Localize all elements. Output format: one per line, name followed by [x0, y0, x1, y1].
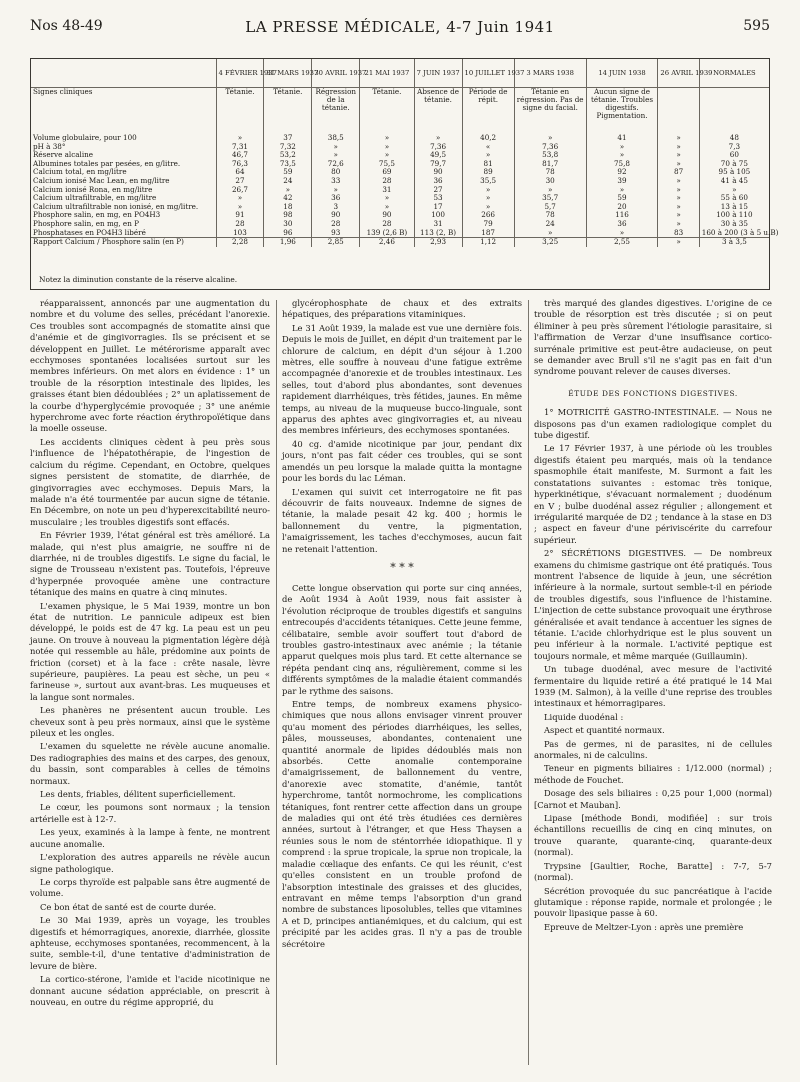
- paragraph: Trypsine [Gaultier, Roche, Baratte] : 7-7, 5-7 (normal).: [534, 860, 772, 883]
- table-cell: »: [658, 160, 699, 169]
- table-cell: »: [414, 134, 462, 143]
- table-cell: 28: [216, 220, 264, 229]
- lab-results-table-box: [30, 58, 779, 290]
- table-cell: 53,2: [264, 151, 312, 160]
- table-cell: 1,96: [264, 238, 312, 247]
- table-cell: 36: [414, 177, 462, 186]
- table-cell: 2,93: [414, 238, 462, 247]
- table-cell: 55 à 60: [699, 194, 769, 203]
- table-cell: Tétanie.: [360, 88, 414, 135]
- table-cell: 73,5: [264, 160, 312, 169]
- table-cell: »: [360, 134, 414, 143]
- table-column-header: 7 JUIN 1937: [414, 59, 462, 88]
- table-cell: 5,7: [514, 203, 586, 212]
- table-row: [31, 160, 769, 169]
- table-cell: »: [360, 151, 414, 160]
- table-cell: 36: [586, 220, 658, 229]
- paragraph: très marqué des glandes digestives. L'origine de ce trouble de résorption est très discutée ; si on peut éliminer à peu près sûrement l'étiologie parasitaire, si l'affirmation de Verzar d'une insuffisance cortico-surrénale primitive est peut-être audacieuse, on peut se demander avec Brull s'il ne s'agit pas en fait d'un syndrome pouvant relever de causes diverses.: [534, 298, 772, 377]
- table-cell: Tétanie en régression. Pas de signe du facial.: [514, 88, 586, 135]
- table-cell: 81: [462, 160, 514, 169]
- table-cell: 70 à 75: [699, 160, 769, 169]
- table-cell: 2,85: [312, 238, 360, 247]
- table-cell: »: [586, 151, 658, 160]
- table-cell: [699, 88, 769, 135]
- table-cell: 113 (2, B): [414, 229, 462, 238]
- table-cell: Calcium total, en mg/litre: [33, 167, 127, 177]
- table-cell: 87: [658, 168, 699, 177]
- table-column-header: 14 JUIN 1938: [586, 59, 658, 88]
- table-cell: 24: [264, 177, 312, 186]
- table-cell: 1,12: [462, 238, 514, 247]
- table-cell: 46,7: [216, 151, 264, 160]
- table-column-header: 21 MAI 1937: [360, 59, 414, 88]
- table-cell: 33: [312, 177, 360, 186]
- column-rule: [528, 300, 529, 1065]
- paragraph: Liquide duodénal :: [544, 711, 624, 722]
- paragraph: Un tubage duodénal, avec mesure de l'activité fermentaire du liquide retiré a été pratiqué le 14 Mai 1939 (M. Salmon), à la veille d'une reprise des troubles intestinaux et hémorragipares.: [534, 664, 772, 709]
- table-cell: »: [514, 186, 586, 195]
- table-cell: 27: [216, 177, 264, 186]
- table-column-header: 31 MARS 1937: [264, 59, 312, 88]
- table-cell: »: [514, 229, 586, 238]
- table-cell: 48: [699, 134, 769, 143]
- table-cell: 95 à 105: [699, 168, 769, 177]
- table-column-header: NORMALES: [699, 59, 769, 88]
- table-cell: 31: [360, 186, 414, 195]
- table-cell: 27: [414, 186, 462, 195]
- text-column-3: [534, 298, 772, 1068]
- table-cell: »: [462, 203, 514, 212]
- table-cell: 3: [312, 203, 360, 212]
- table-cell: 36: [312, 194, 360, 203]
- paragraph: Aspect et quantité normaux.: [544, 725, 665, 736]
- table-cell: »: [658, 151, 699, 160]
- table-cell: Absence de tétanie.: [414, 88, 462, 135]
- paragraph: 40 cg. d'amide nicotinique par jour, pendant dix jours, n'ont pas fait céder ces troubles, qui se sont amendés un peu lorsque la malade quitta la montagne pour les bords du lac Léman.: [282, 438, 522, 484]
- table-cell: Régression de la tétanie.: [312, 88, 360, 135]
- table-cell: [658, 88, 699, 135]
- paragraph: Le 31 Août 1939, la malade est vue une dernière fois. Depuis le mois de Juillet, en dépit d'un traitement par le chlorure de calcium, en dépit d'un séjour à 1.200 mètres, elle souffre à nouveau d'une fatigue extrême accompagnée d'anorexie et de troubles intestinaux. Les selles, tout d'abord plus abondantes, sont devenues rapidement diarrhéiques, très fétides, jaunes. En même temps, au niveau de la muqueuse bucco-linguale, sont apparus des aphtes avec gingivorragies et, au niveau des membres inférieurs, des ecchymoses spontanées.: [282, 322, 522, 436]
- table-note: Notez la diminution constante de la réserve alcaline.: [39, 275, 238, 284]
- table-cell: »: [658, 134, 699, 143]
- table-cell: 75,8: [586, 160, 658, 169]
- table-cell: Phosphore salin, en mg, en P: [33, 218, 139, 228]
- issue-number: Nos 48-49: [30, 18, 103, 34]
- table-cell: 83: [658, 229, 699, 238]
- table-cell: 90: [312, 211, 360, 220]
- table-cell: Signes cliniques: [33, 87, 93, 96]
- table-column-header: 30 AVRIL 1937: [312, 59, 360, 88]
- paragraph: Cette longue observation qui porte sur cinq années, de Août 1934 à Août 1939, nous fait assister à l'évolution réciproque de troubles digestifs et sanguins entrecoupés d'accidents tétaniques. Cette jeune femme, célibataire, semble avoir souffert tout d'abord de troubles gastro-intestinaux avec anémie ; la tétanie apparut quelques mois plus tard. Et cette alternance se répéta pendant cinq ans, régulièrement, comme si les différents symptômes de la maladie étaient commandés par le rythme des saisons.: [282, 582, 522, 696]
- table-cell: 42: [264, 194, 312, 203]
- paragraph: L'examen du squelette ne révèle aucune anomalie. Des radiographies des mains et des carpes, des genoux, du bassin, sont comparables à celles de témoins normaux.: [30, 741, 270, 786]
- table-cell: 13 à 15: [699, 203, 769, 212]
- table-cell: 7,32: [264, 143, 312, 152]
- table-cell: »: [658, 220, 699, 229]
- table-cell: »: [658, 211, 699, 220]
- table-cell: 30: [264, 220, 312, 229]
- table-cell: »: [658, 194, 699, 203]
- table-cell: 53,8: [514, 151, 586, 160]
- table-cell: 187: [462, 229, 514, 238]
- paragraph: Ce bon état de santé est de courte durée.: [40, 901, 217, 912]
- table-column-header: 10 JUILLET 1937: [462, 59, 514, 88]
- table-cell: 2,55: [586, 238, 658, 247]
- table-cell: 28: [360, 220, 414, 229]
- table-cell: 35,5: [462, 177, 514, 186]
- table-column-header: 4 FÉVRIER 1937: [216, 59, 264, 88]
- table-column-header: [31, 59, 216, 88]
- table-row: [31, 134, 769, 143]
- text-column-2: [282, 298, 522, 1068]
- column-2-part-a: [282, 298, 522, 555]
- table-cell: «: [462, 143, 514, 152]
- table-cell: 96: [264, 229, 312, 238]
- table-cell: »: [658, 143, 699, 152]
- table-cell: 79,7: [414, 160, 462, 169]
- table-cell: Volume globulaire, pour 100: [33, 133, 137, 142]
- paragraph: Sécrétion provoquée du suc pancréatique à l'acide glutamique : réponse rapide, normale et prolongée ; le pouvoir lipasique passe à 60.: [534, 885, 772, 919]
- table-cell: »: [312, 186, 360, 195]
- table-cell: 79: [462, 220, 514, 229]
- page-header: [30, 18, 770, 40]
- table-cell: 49,5: [414, 151, 462, 160]
- table-cell: »: [514, 134, 586, 143]
- column-3-part-a: [534, 298, 772, 378]
- table-cell: 39: [586, 177, 658, 186]
- table-cell: pH à 38°: [33, 141, 66, 151]
- table-cell: 80: [312, 168, 360, 177]
- table-cell: 69: [360, 168, 414, 177]
- paragraph: La cortico-stérone, l'amide et l'acide nicotinique ne donnant aucune sédation appréciable, on prescrit à nouveau, en outre du régime approprié, du: [30, 974, 270, 1007]
- table-cell: »: [360, 203, 414, 212]
- paragraph: Les dents, friables, délitent superficiellement.: [40, 789, 236, 800]
- table-cell: 7,3: [699, 143, 769, 152]
- table-cell: 78: [514, 168, 586, 177]
- table-cell: 100 à 110: [699, 211, 769, 220]
- table-cell: 90: [414, 168, 462, 177]
- table-cell: 3,25: [514, 238, 586, 247]
- paragraph: Dosage des sels biliaires : 0,25 pour 1,000 (normal) [Carnot et Mauban].: [534, 788, 772, 810]
- table-cell: Période de répit.: [462, 88, 514, 135]
- table-cell: 89: [462, 168, 514, 177]
- table-cell: 18: [264, 203, 312, 212]
- table-cell: »: [462, 151, 514, 160]
- table-cell: 38,5: [312, 134, 360, 143]
- paragraph: Les yeux, examinés à la lampe à fente, ne montrent aucune anomalie.: [30, 827, 270, 849]
- table-cell: 7,31: [216, 143, 264, 152]
- table-cell: »: [658, 186, 699, 195]
- table-cell: »: [216, 203, 264, 212]
- column-rule: [276, 300, 277, 1065]
- paragraph: En Février 1939, l'état général est très amélioré. La malade, qui n'est plus amaigrie, ne souffre ni de diarrhée, ni de troubles digestifs. Le signe du facial, le signe de Trousseau n'existent pas. Toutefois, l'épreuve d'hyperpnée provoquée amène une contracture tétanique des mains en quatre à cinq minutes.: [30, 530, 270, 598]
- table-cell: 31: [414, 220, 462, 229]
- table-cell: 7,36: [414, 143, 462, 152]
- table-cell: »: [264, 186, 312, 195]
- paragraph: L'examen qui suivit cet interrogatoire ne fit pas découvrir de faits nouveaux. Indemne de signes de tétanie, la malade pesait 42 kg. 400 ; hormis le ballonnement du ventre, la pigmentation, l'amaigrissement, les taches d'ecchymoses, aucun fait ne retenait l'attention.: [282, 486, 522, 554]
- table-cell: Tétanie.: [264, 88, 312, 135]
- table-cell: Calcium ultrafiltrable, en mg/litre: [33, 193, 157, 203]
- table-cell: 20: [586, 203, 658, 212]
- table-cell: Calcium ultrafiltrable non ionisé, en mg/litre.: [33, 201, 199, 211]
- paragraph: Epreuve de Meltzer-Lyon : après une première: [544, 921, 744, 932]
- paragraph: Pas de germes, ni de parasites, ni de cellules anormales, ni de calculins.: [534, 738, 772, 761]
- table-cell: »: [312, 151, 360, 160]
- table-cell: 139 (2,6 B): [360, 229, 414, 238]
- paragraph: Les accidents cliniques cèdent à peu près sous l'influence de l'hépatothérapie, de l'ingestion de calcium du régime. Cependant, en Octobre, quelques signes persistent de stomatite, de diarrhée, de gingivorragies avec ecchymoses. Depuis Mars, la malade n'a été tourmentée par aucun signe de tétanie. En Décembre, on note un peu d'hyperexcitabilité neuro-musculaire ; les troubles digestifs sont effacés.: [30, 436, 270, 527]
- table-cell: Réserve alcaline: [33, 150, 94, 160]
- column-2-part-b: [282, 583, 522, 950]
- table-cell: 26,7: [216, 186, 264, 195]
- table-cell: »: [586, 143, 658, 152]
- table-cell: 2,46: [360, 238, 414, 247]
- table-cell: Aucun signe de tétanie. Troubles digestifs. Pigmentation.: [586, 88, 658, 135]
- table-row: [31, 211, 769, 220]
- table-cell: 98: [264, 211, 312, 220]
- table-cell: 59: [264, 168, 312, 177]
- paragraph: L'examen physique, le 5 Mai 1939, montre un bon état de nutrition. Le pannicule adipeux est bien développé, le poids est de 47 kg. La peau est un peu jaune. On trouve à nouveau la pigmentation légère déjà notée qui ressemble au hâle, prédomine aux points de friction (corset) et à la face : crête nasale, lèvre supérieure, paupières. La peau est sèche, un peu « farineuse », surtout aux avant-bras. Les muqueuses et la langue sont normales.: [30, 600, 270, 702]
- table-cell: Rapport Calcium / Phosphore salin (en P): [33, 237, 184, 247]
- table-cell: Calcium ionisé Rona, en mg/litre: [33, 184, 153, 194]
- table-cell: »: [312, 143, 360, 152]
- paragraph: 1° MOTRICITÉ GASTRO-INTESTINALE. — Nous ne disposons pas d'un examen radiologique complet du tube digestif.: [534, 407, 772, 441]
- paragraph: L'exploration des autres appareils ne révèle aucun signe pathologique.: [30, 852, 270, 874]
- paragraph: Teneur en pigments biliaires : 1/12.000 (normal) ; méthode de Fouchet.: [534, 763, 772, 785]
- table-cell: Tétanie.: [216, 88, 264, 135]
- table-cell: 41 à 45: [699, 177, 769, 186]
- table-cell: 24: [514, 220, 586, 229]
- table-cell: »: [462, 194, 514, 203]
- table-cell: 30 à 35: [699, 220, 769, 229]
- paragraph: Entre temps, de nombreux examens physico-chimiques que nous allons envisager vinrent prouver qu'au moment des périodes diarrhéiques, les selles, pâles, mousseuses, abondantes, contenaient une quantité anormale de lipides dédoublés mais non absorbés. Cette anomalie contemporaine d'amaigrissement, de ballonnement du ventre, d'anorexie avec stomatite, d'anémie, tantôt hyperchrome, tantôt normochrome, les complications tétaniques, font rentrer cette affection dans un groupe de maladies qui ont été très étudiées ces dernières années, surtout à l'étranger, et que Hess Thaysen a réunies sous le nom de sténtorrhée idiopathique. Il y comprend : la sprue tropicale, la sprue non tropicale, la maladie cœliaque des enfants. Ce qui les réunit, c'est qu'elles consistent en un trouble profond de l'absorption intestinale des graisses et des glucides, entravant en même temps l'absorption d'un grand nombre de substances liposolubles, telles que vitamines A et D, principes antianémiques, et du calcium, qui est précipité par les acides gras. Il n'y a pas de trouble sécrétoire: [282, 699, 522, 949]
- text-column-1: [30, 298, 270, 1068]
- table-cell: 91: [216, 211, 264, 220]
- table-cell: 28: [360, 177, 414, 186]
- table-cell: 100: [414, 211, 462, 220]
- table-cell: 41: [586, 134, 658, 143]
- paragraph: glycérophosphate de chaux et des extraits hépatiques, des préparations vitaminiques.: [282, 298, 522, 320]
- table-cell: 78: [514, 211, 586, 220]
- table-cell: 17: [414, 203, 462, 212]
- table-cell: 7,36: [514, 143, 586, 152]
- table-cell: 103: [216, 229, 264, 238]
- table-header-row: [31, 59, 769, 88]
- table-cell: 116: [586, 211, 658, 220]
- table-cell: 75,5: [360, 160, 414, 169]
- paragraph: Les phanères ne présentent aucun trouble. Les cheveux sont à peu près normaux, ainsi que le système pileux et les ongles.: [30, 705, 270, 739]
- table-cell: 3 à 3,5: [699, 238, 769, 247]
- table-row: [31, 143, 769, 152]
- paragraph: Le cœur, les poumons sont normaux ; la tension artérielle est à 12-7.: [30, 802, 270, 824]
- section-stars: * * *: [390, 560, 414, 574]
- table-cell: 35,7: [514, 194, 586, 203]
- table-cell: 53: [414, 194, 462, 203]
- paragraph: Lipase [méthode Bondi, modifiée] : sur trois échantillons recueillis de cinq en cinq minutes, on trouve quarante, quarante-cinq, quarante-deux (normal).: [534, 813, 772, 858]
- table-row-signes: [31, 88, 769, 135]
- table-cell: »: [586, 186, 658, 195]
- table-cell: 59: [586, 194, 658, 203]
- table-column-header: 26 AVRIL 1939: [658, 59, 699, 88]
- lab-results-table: [31, 59, 779, 247]
- table-column-header: 3 MARS 1938: [514, 59, 586, 88]
- table-row: [31, 238, 769, 247]
- section-heading: ÉTUDE DES FONCTIONS DIGESTIVES.: [568, 388, 738, 398]
- table-cell: »: [216, 194, 264, 203]
- journal-title: LA PRESSE MÉDICALE, 4-7 Juin 1941: [245, 18, 555, 36]
- table-cell: 72,6: [312, 160, 360, 169]
- table-cell: 40,2: [462, 134, 514, 143]
- table-cell: 81,7: [514, 160, 586, 169]
- table-cell: »: [699, 186, 769, 195]
- paragraph: 2° SÉCRÉTIONS DIGESTIVES. — De nombreux examens du chimisme gastrique ont été pratiqués. Tous montrent l'absence de liquide à jeun, une sécrétion inférieure à la normale, surtout semble-t-il en période de troubles digestifs, sous l'influence de l'histamine. L'injection de cette substance provoquait une érythrose généralisée et avait tendance à accentuer les signes de tétanie. L'acide chlorhydrique est le plus souvent un peu inférieur à la normale. L'activité peptique est toujours normale, et même marquée (Guillaumin).: [534, 548, 772, 661]
- table-cell: »: [360, 143, 414, 152]
- table-cell: 266: [462, 211, 514, 220]
- table-cell: Calcium ionisé Mac Lean, en mg/litre: [33, 175, 170, 185]
- table-cell: 76,3: [216, 160, 264, 169]
- page-number: 595: [743, 18, 770, 34]
- paragraph: Le 17 Février 1937, à une période où les troubles digestifs étaient peu marqués, mais où la tendance spasmophile était manifeste, M. Surmont a fait les constatations suivantes : estomac très tonique, hyperkinétique, s'évacuant normalement ; duodénum en V ; bulbe duodénal assez régulier ; allongement et irrégularité marquée de D2 ; tendance à la stase en D3 ; aspect en faveur d'une périviscérite du carrefour supérieur.: [534, 443, 772, 545]
- table-cell: »: [586, 229, 658, 238]
- table-cell: »: [462, 186, 514, 195]
- table-cell: 2,28: [216, 238, 264, 247]
- table-cell: »: [216, 134, 264, 143]
- table-cell: Phosphore salin, en mg, en PO4H3: [33, 210, 161, 220]
- table-cell: 28: [312, 220, 360, 229]
- paragraph: Le corps thyroïde est palpable sans être augmenté de volume.: [30, 876, 270, 899]
- table-cell: 92: [586, 168, 658, 177]
- table-cell: 30: [514, 177, 586, 186]
- table-cell: 64: [216, 168, 264, 177]
- table-cell: »: [360, 194, 414, 203]
- table-cell: 90: [360, 211, 414, 220]
- paragraph: Le 30 Mai 1939, après un voyage, les troubles digestifs et hémorragiques, anorexie, diarrhée, glossite aphteuse, ecchymoses spontanées, recommencent, à la suite, semble-t-il, d'une tentative d'administration de levure de bière.: [30, 915, 270, 971]
- table-cell: 37: [264, 134, 312, 143]
- paragraph: réapparaissent, annoncés par une augmentation du nombre et du volume des selles, précédant l'anorexie. Ces troubles sont accompagnés de stomatite ainsi que d'anémie et de gingivorragies. Ils se précisent et se développent en Juillet. Le métérorisme apparaît avec ecchymoses spontanées localisées surtout sur les membres inférieurs. On met alors en évidence : 1° un trouble de la résorption intestinale des lipides, les graisses étant bien dédoublées ; 2° un aplatissement de la courbe d'hyperglycémie provoquée ; 3° une anémie hyperchrome avec forte réaction érythropoïétique dans la moelle osseuse.: [30, 298, 270, 434]
- table-cell: 160 à 200 (3 à 5 u.B): [699, 229, 769, 238]
- column-3-part-b: [534, 407, 772, 933]
- table-cell: 60: [699, 151, 769, 160]
- table-cell: »: [658, 203, 699, 212]
- table-cell: »: [658, 177, 699, 186]
- table-cell: Albumines totales par pesées, en g/litre.: [33, 158, 181, 168]
- table-cell: 93: [312, 229, 360, 238]
- table-cell: Phosphatases en PO4H3 libéré: [33, 227, 146, 237]
- table-cell: »: [658, 238, 699, 247]
